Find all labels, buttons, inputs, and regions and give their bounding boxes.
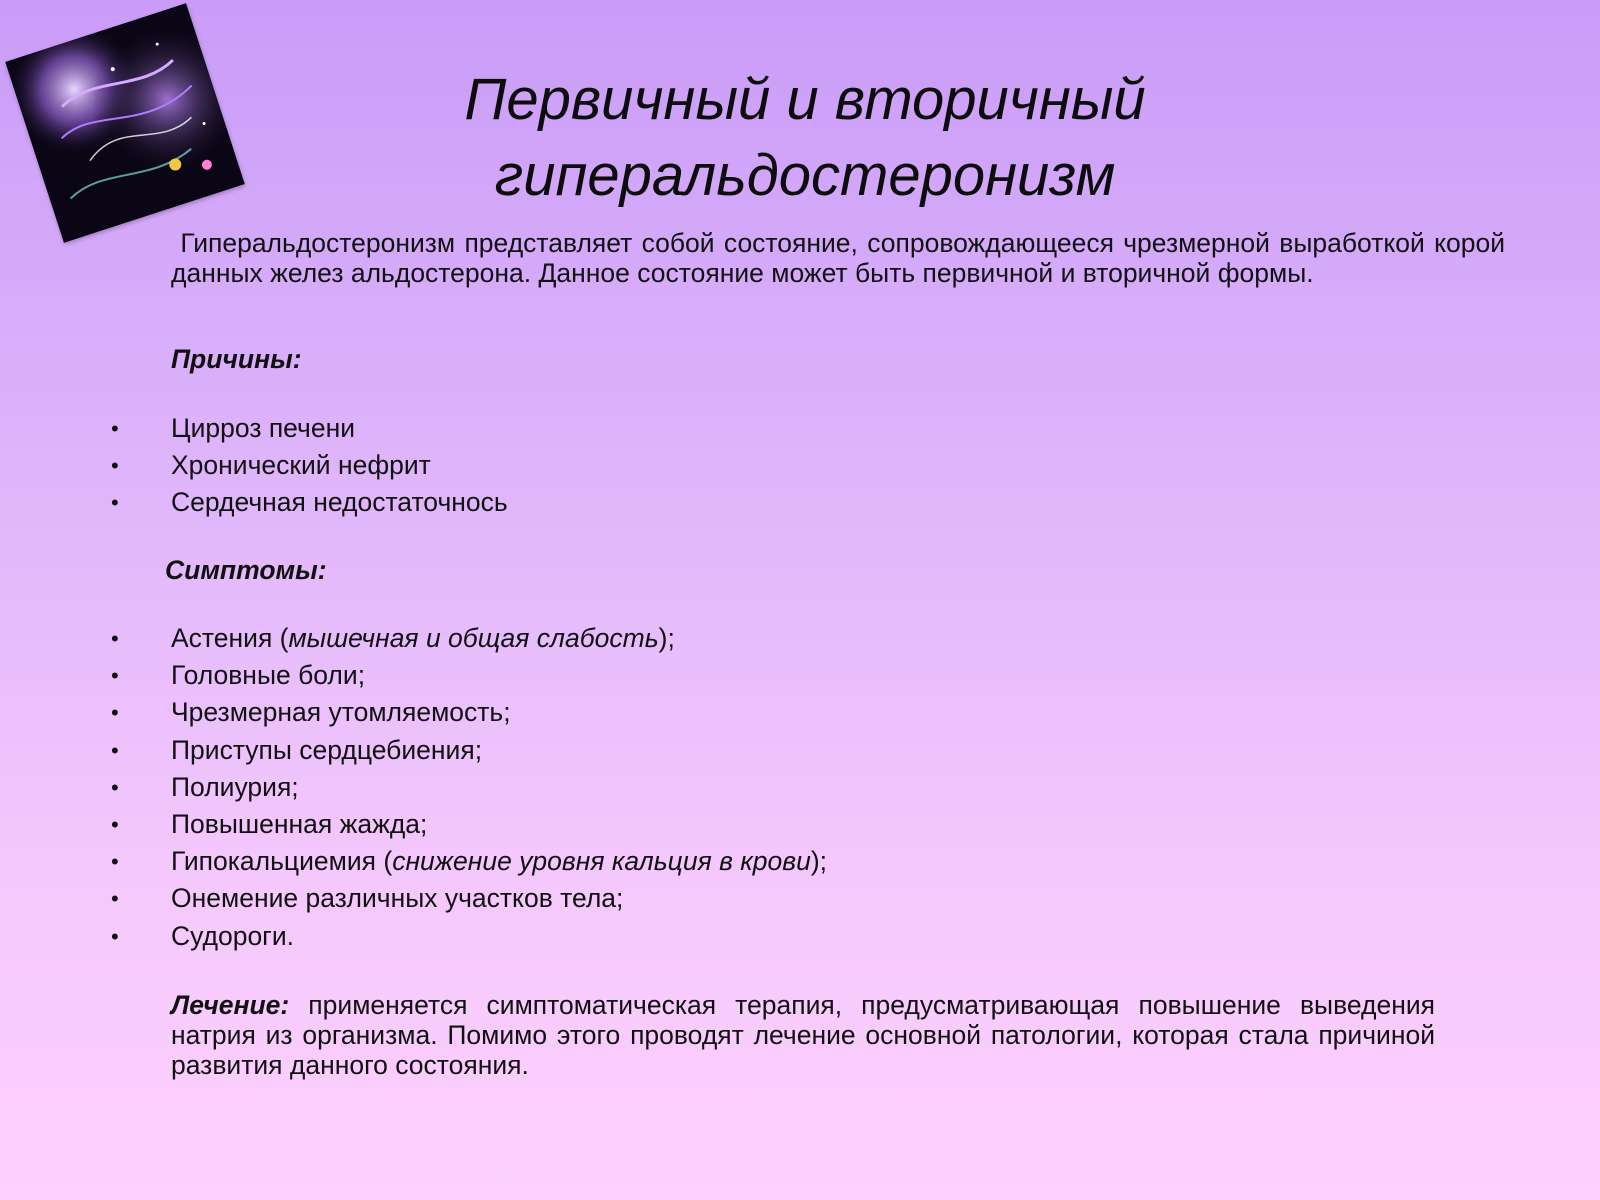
list-item: • Полиурия;: [0, 769, 827, 806]
bullet-icon: •: [111, 416, 119, 441]
slide-title: [300, 62, 1310, 214]
bullet-icon: •: [111, 923, 119, 949]
list-item: • Астения (мышечная и общая слабость);: [0, 620, 827, 657]
symptoms-list: [0, 620, 827, 955]
list-item: • Судороги.: [0, 918, 827, 955]
treatment-paragraph: [171, 990, 1435, 1080]
bullet-icon: •: [111, 886, 119, 912]
list-item: • Гипокальциемия (снижение уровня кальция в крови);: [0, 843, 827, 880]
intro-text: Гиперальдостеронизм представляет собой состояние, сопровождающееся чрезмерной выработкой корой данных желез альдостерона. Данное состояние может быть первичной и вторичной формы.: [171, 228, 1505, 288]
title-line-1: Первичный и вторичный: [464, 67, 1146, 132]
bullet-icon: •: [111, 737, 119, 763]
list-item: • Онемение различных участков тела;: [0, 880, 827, 917]
causes-list: [0, 410, 508, 522]
title-line-2: гиперальдостеронизм: [494, 143, 1116, 208]
abstract-art-graphic: [5, 3, 244, 242]
causes-heading: Причины:: [171, 344, 302, 374]
abstract-art-image: [5, 3, 244, 242]
bullet-icon: •: [111, 700, 119, 726]
treatment-label: Лечение:: [171, 990, 290, 1020]
intro-paragraph: [171, 228, 1505, 288]
treatment-text: применяется симптоматическая терапия, предусматривающая повышение выведения натрия из организма. Помимо этого проводят лечение основной патологии, которая стала причиной развития данного состояния.: [171, 990, 1435, 1080]
bullet-icon: •: [111, 626, 119, 651]
list-item: • Сердечная недостаточнось: [0, 484, 508, 521]
list-item: • Повышенная жажда;: [0, 806, 827, 843]
list-item: • Головные боли;: [0, 657, 827, 694]
symptoms-heading: Симптомы:: [165, 555, 327, 585]
list-item: • Приступы сердцебиения;: [0, 732, 827, 769]
list-item: • Цирроз печени: [0, 410, 508, 447]
bullet-icon: •: [111, 490, 119, 516]
bullet-icon: •: [111, 849, 119, 875]
bullet-icon: •: [111, 663, 119, 689]
bullet-icon: •: [111, 811, 119, 837]
bullet-icon: •: [111, 453, 119, 479]
bullet-icon: •: [111, 774, 119, 800]
list-item: • Хронический нефрит: [0, 447, 508, 484]
list-item: • Чрезмерная утомляемость;: [0, 694, 827, 731]
